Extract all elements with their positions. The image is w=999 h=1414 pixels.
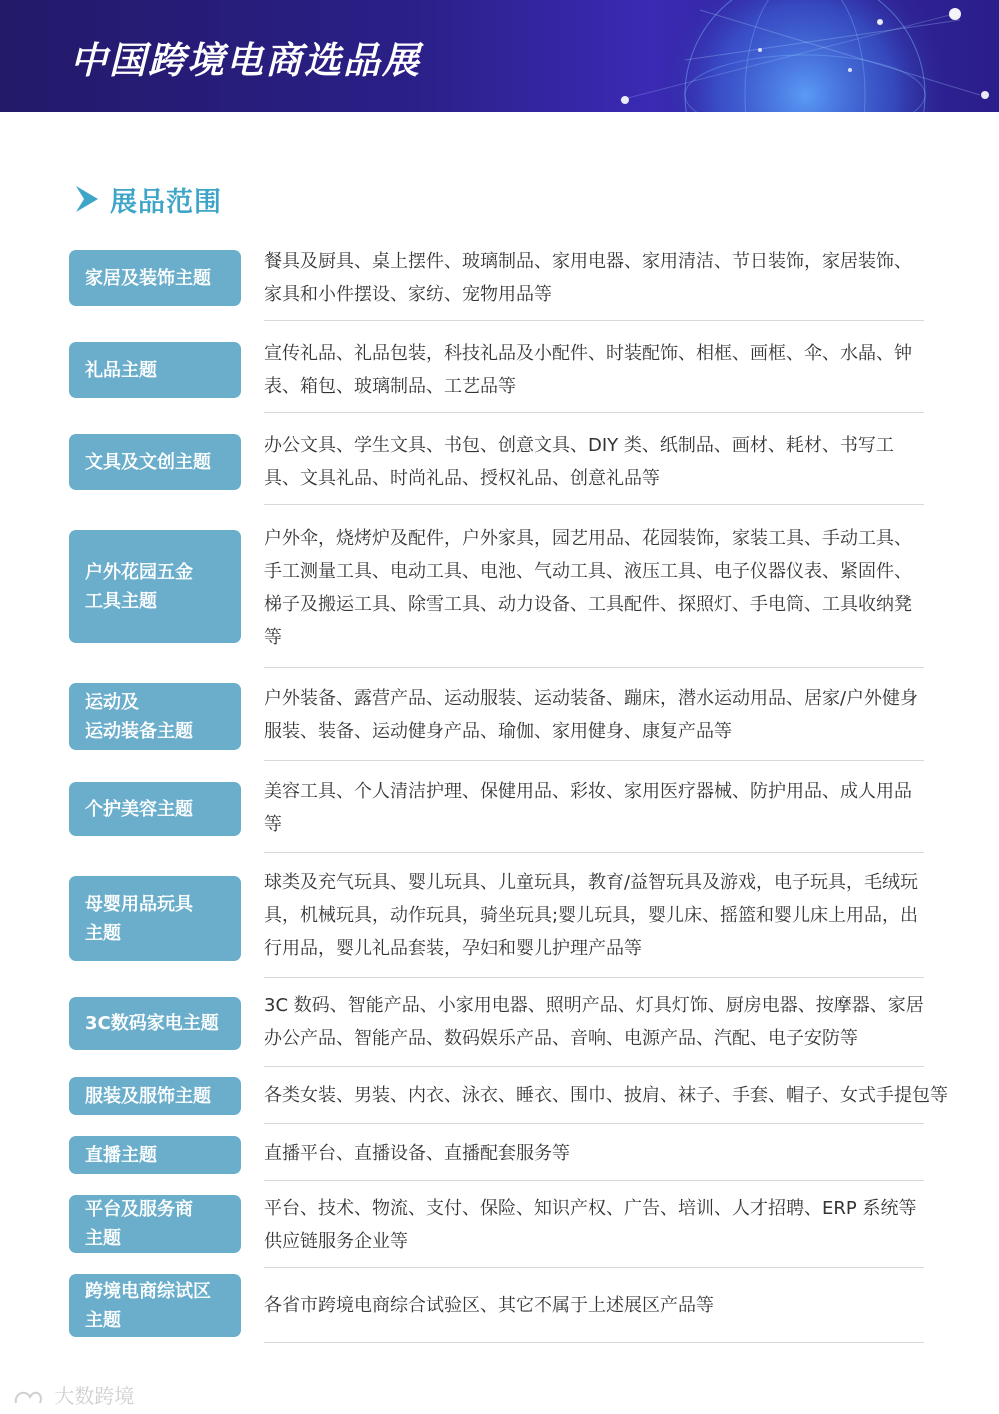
row-divider — [264, 977, 924, 978]
category-items: 宣传礼品、礼品包装，科技礼品及小配件、时装配饰、相框、画框、伞、水晶、钟表、箱包、玻璃制品、工艺品等 — [264, 343, 912, 397]
category-label: 个护美容主题 — [85, 798, 193, 820]
category-label-box — [69, 1077, 241, 1115]
row-divider — [264, 1180, 924, 1181]
category-label: 跨境电商综试区 主题 — [85, 1280, 211, 1331]
category-label-box — [69, 434, 241, 490]
category-label: 3C数码家电主题 — [85, 1013, 219, 1034]
category-items: 餐具及厨具、桌上摆件、玻璃制品、家用电器、家用清洁、节日装饰，家居装饰、家具和小件摆设、家纺、宠物用品等 — [264, 251, 912, 305]
category-label: 文具及文创主题 — [85, 451, 211, 473]
row-divider — [264, 412, 924, 413]
category-items: 平台、技术、物流、支付、保险、知识产权、广告、培训、人才招聘、ERP 系统等供应链服务企业等 — [264, 1198, 917, 1252]
category-items: 直播平台、直播设备、直播配套服务等 — [264, 1143, 570, 1164]
category-items: 户外伞，烧烤炉及配件，户外家具，园艺用品、花园装饰，家装工具、手动工具、手工测量工具、电动工具、电池、气动工具、液压工具、电子仪器仪表、紧固件、梯子及搬运工具、除雪工具、动力设备、工具配件、探照灯、手电筒、工具收纳凳等 — [264, 528, 912, 648]
category-label-box — [69, 997, 241, 1050]
category-label: 母婴用品玩具 主题 — [85, 893, 193, 944]
category-items: 3C 数码、智能产品、小家用电器、照明产品、灯具灯饰、厨房电器、按摩器、家居办公产品、智能产品、数码娱乐产品、音响、电源产品、汽配、电子安防等 — [264, 995, 924, 1049]
category-label-box — [69, 250, 241, 306]
banner-title: 中国跨境电商选品展 — [70, 39, 421, 82]
row-divider — [264, 852, 924, 853]
header-banner — [0, 0, 999, 112]
category-label-box — [69, 1274, 241, 1337]
row-divider — [264, 760, 924, 761]
category-label-box — [69, 1195, 241, 1253]
category-items: 办公文具、学生文具、书包、创意文具、DIY 类、纸制品、画材、耗材、书写工具、文具礼品、时尚礼品、授权礼品、创意礼品等 — [264, 435, 894, 489]
category-label: 礼品主题 — [85, 359, 157, 381]
category-label-box — [69, 530, 241, 643]
section-title: 展品范围 — [110, 187, 222, 218]
watermark-text: 大数跨境 — [54, 1384, 135, 1408]
row-divider — [264, 667, 924, 668]
category-label-box — [69, 683, 241, 750]
watermark-logo-icon — [12, 1387, 44, 1409]
category-items: 各省市跨境电商综合试验区、其它不属于上述展区产品等 — [264, 1295, 714, 1316]
category-label: 服装及服饰主题 — [85, 1085, 211, 1107]
category-items: 球类及充气玩具、婴儿玩具、儿童玩具，教育/益智玩具及游戏，电子玩具，毛绒玩具，机械玩具，动作玩具，骑坐玩具;婴儿玩具，婴儿床、摇篮和婴儿床上用品，出行用品，婴儿礼品套装，孕妇和婴儿护理产品等 — [264, 872, 919, 959]
category-label: 平台及服务商 主题 — [85, 1199, 193, 1249]
chevron-right-icon — [74, 184, 100, 214]
row-divider — [264, 504, 924, 505]
category-label: 家居及装饰主题 — [85, 267, 211, 289]
category-label-box — [69, 1136, 241, 1174]
row-divider — [264, 320, 924, 321]
category-label: 户外花园五金 工具主题 — [85, 561, 193, 612]
row-divider — [264, 1267, 924, 1268]
category-label-box — [69, 342, 241, 398]
category-items: 户外装备、露营产品、运动服装、运动装备、蹦床，潜水运动用品、居家/户外健身服装、装备、运动健身产品、瑜伽、家用健身、康复产品等 — [264, 688, 919, 742]
watermark — [12, 1380, 134, 1409]
category-items: 美容工具、个人清洁护理、保健用品、彩妆、家用医疗器械、防护用品、成人用品等 — [264, 781, 912, 835]
category-label-box — [69, 782, 241, 836]
row-divider — [264, 1342, 924, 1343]
category-items: 各类女装、男装、内衣、泳衣、睡衣、围巾、披肩、袜子、手套、帽子、女式手提包等 — [264, 1085, 948, 1106]
category-label: 直播主题 — [85, 1144, 157, 1166]
row-divider — [264, 1066, 924, 1067]
row-divider — [264, 1123, 924, 1124]
category-label: 运动及 运动装备主题 — [85, 691, 193, 742]
category-label-box — [69, 876, 241, 961]
